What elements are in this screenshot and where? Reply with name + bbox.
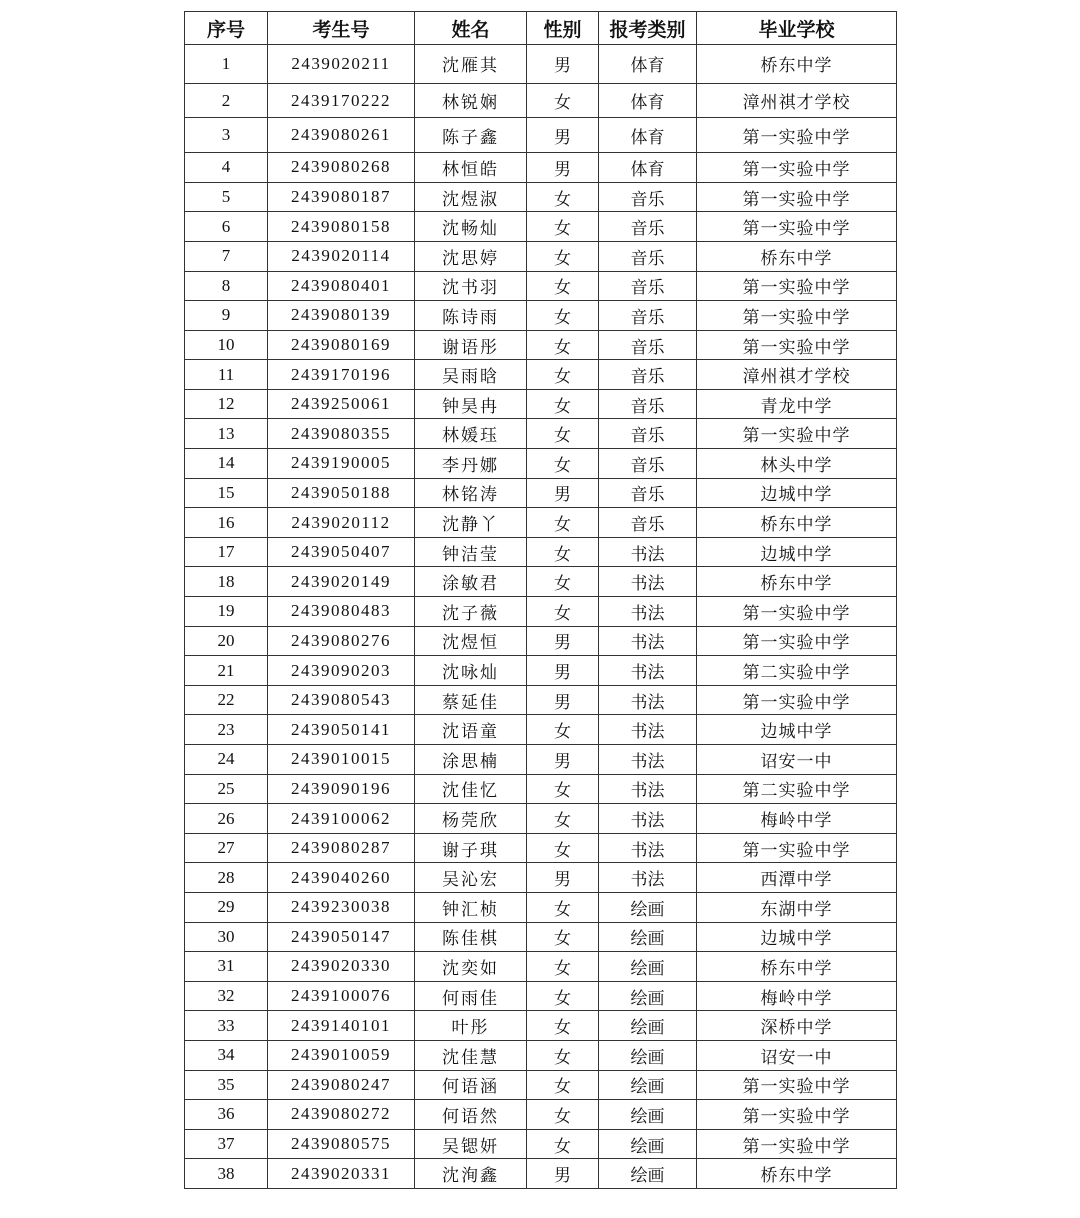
category-cell: 书法 bbox=[599, 567, 697, 597]
row-index-cell: 38 bbox=[185, 1159, 268, 1189]
school-cell: 第一实验中学 bbox=[697, 212, 897, 242]
candidate-number-cell: 2439250061 bbox=[268, 389, 415, 419]
gender-cell: 女 bbox=[527, 567, 599, 597]
school-cell: 第一实验中学 bbox=[697, 597, 897, 627]
gender-cell: 女 bbox=[527, 537, 599, 567]
candidate-name-cell: 何语涵 bbox=[415, 1070, 527, 1100]
table-row bbox=[185, 389, 897, 419]
table-row bbox=[185, 597, 897, 627]
school-cell: 桥东中学 bbox=[697, 241, 897, 271]
gender-cell: 女 bbox=[527, 271, 599, 301]
candidate-name-cell: 沈煜恒 bbox=[415, 626, 527, 656]
category-cell: 书法 bbox=[599, 833, 697, 863]
school-cell: 第一实验中学 bbox=[697, 153, 897, 183]
row-index-cell: 5 bbox=[185, 182, 268, 212]
gender-cell: 女 bbox=[527, 981, 599, 1011]
candidate-number-cell: 2439080247 bbox=[268, 1070, 415, 1100]
candidate-name-cell: 陈佳棋 bbox=[415, 922, 527, 952]
category-cell: 音乐 bbox=[599, 241, 697, 271]
row-index-cell: 10 bbox=[185, 330, 268, 360]
row-index-cell: 21 bbox=[185, 656, 268, 686]
candidate-number-cell: 2439050188 bbox=[268, 478, 415, 508]
table-row bbox=[185, 656, 897, 686]
category-cell: 绘画 bbox=[599, 1159, 697, 1189]
school-cell: 第二实验中学 bbox=[697, 774, 897, 804]
table-row bbox=[185, 863, 897, 893]
table-row bbox=[185, 952, 897, 982]
school-cell: 桥东中学 bbox=[697, 508, 897, 538]
gender-cell: 女 bbox=[527, 597, 599, 627]
candidate-number-cell: 2439080139 bbox=[268, 301, 415, 331]
gender-cell: 女 bbox=[527, 212, 599, 242]
category-cell: 音乐 bbox=[599, 301, 697, 331]
candidate-name-cell: 叶彤 bbox=[415, 1011, 527, 1041]
category-cell: 音乐 bbox=[599, 449, 697, 479]
gender-cell: 女 bbox=[527, 241, 599, 271]
school-cell: 第一实验中学 bbox=[697, 833, 897, 863]
category-cell: 绘画 bbox=[599, 1040, 697, 1070]
table-body bbox=[185, 45, 897, 1189]
candidate-name-cell: 吴沁宏 bbox=[415, 863, 527, 893]
row-index-cell: 14 bbox=[185, 449, 268, 479]
candidate-number-cell: 2439080169 bbox=[268, 330, 415, 360]
school-cell: 深桥中学 bbox=[697, 1011, 897, 1041]
category-cell: 书法 bbox=[599, 774, 697, 804]
school-cell: 林头中学 bbox=[697, 449, 897, 479]
candidate-name-cell: 涂思楠 bbox=[415, 745, 527, 775]
candidate-number-cell: 2439230038 bbox=[268, 892, 415, 922]
category-cell: 绘画 bbox=[599, 922, 697, 952]
category-cell: 绘画 bbox=[599, 1011, 697, 1041]
candidate-name-cell: 谢子琪 bbox=[415, 833, 527, 863]
row-index-cell: 7 bbox=[185, 241, 268, 271]
table-row bbox=[185, 241, 897, 271]
candidate-name-cell: 谢语彤 bbox=[415, 330, 527, 360]
gender-cell: 女 bbox=[527, 182, 599, 212]
candidate-number-cell: 2439020149 bbox=[268, 567, 415, 597]
row-index-cell: 6 bbox=[185, 212, 268, 242]
school-cell: 桥东中学 bbox=[697, 567, 897, 597]
candidate-number-cell: 2439020330 bbox=[268, 952, 415, 982]
row-index-cell: 17 bbox=[185, 537, 268, 567]
school-cell: 第一实验中学 bbox=[697, 1070, 897, 1100]
candidate-name-cell: 沈雁其 bbox=[415, 45, 527, 84]
gender-cell: 男 bbox=[527, 626, 599, 656]
table-row bbox=[185, 508, 897, 538]
row-index-cell: 9 bbox=[185, 301, 268, 331]
candidate-number-cell: 2439100076 bbox=[268, 981, 415, 1011]
school-cell: 漳州祺才学校 bbox=[697, 360, 897, 390]
table-row bbox=[185, 1159, 897, 1189]
header-index: 序号 bbox=[185, 12, 268, 45]
candidate-name-cell: 林恒皓 bbox=[415, 153, 527, 183]
roster-sheet bbox=[184, 11, 896, 1189]
candidate-name-cell: 沈咏灿 bbox=[415, 656, 527, 686]
gender-cell: 女 bbox=[527, 419, 599, 449]
gender-cell: 女 bbox=[527, 1040, 599, 1070]
candidate-number-cell: 2439090203 bbox=[268, 656, 415, 686]
school-cell: 第一实验中学 bbox=[697, 685, 897, 715]
candidate-name-cell: 吴锶妍 bbox=[415, 1129, 527, 1159]
candidate-name-cell: 钟昊冉 bbox=[415, 389, 527, 419]
table-row bbox=[185, 715, 897, 745]
category-cell: 音乐 bbox=[599, 508, 697, 538]
candidate-number-cell: 2439050141 bbox=[268, 715, 415, 745]
table-row bbox=[185, 301, 897, 331]
row-index-cell: 35 bbox=[185, 1070, 268, 1100]
candidate-number-cell: 2439140101 bbox=[268, 1011, 415, 1041]
candidate-name-cell: 李丹娜 bbox=[415, 449, 527, 479]
table-row bbox=[185, 182, 897, 212]
category-cell: 书法 bbox=[599, 597, 697, 627]
row-index-cell: 22 bbox=[185, 685, 268, 715]
category-cell: 音乐 bbox=[599, 419, 697, 449]
candidate-number-cell: 2439080276 bbox=[268, 626, 415, 656]
category-cell: 绘画 bbox=[599, 952, 697, 982]
gender-cell: 女 bbox=[527, 449, 599, 479]
gender-cell: 女 bbox=[527, 330, 599, 360]
candidate-name-cell: 钟汇桢 bbox=[415, 892, 527, 922]
category-cell: 音乐 bbox=[599, 212, 697, 242]
school-cell: 第二实验中学 bbox=[697, 656, 897, 686]
gender-cell: 男 bbox=[527, 153, 599, 183]
school-cell: 第一实验中学 bbox=[697, 419, 897, 449]
table-row bbox=[185, 360, 897, 390]
candidate-name-cell: 杨莞欣 bbox=[415, 804, 527, 834]
row-index-cell: 3 bbox=[185, 118, 268, 153]
row-index-cell: 33 bbox=[185, 1011, 268, 1041]
candidate-number-cell: 2439080158 bbox=[268, 212, 415, 242]
school-cell: 第一实验中学 bbox=[697, 1100, 897, 1130]
category-cell: 音乐 bbox=[599, 271, 697, 301]
gender-cell: 女 bbox=[527, 360, 599, 390]
candidate-name-cell: 沈洵鑫 bbox=[415, 1159, 527, 1189]
gender-cell: 男 bbox=[527, 863, 599, 893]
school-cell: 桥东中学 bbox=[697, 1159, 897, 1189]
candidate-number-cell: 2439080287 bbox=[268, 833, 415, 863]
row-index-cell: 37 bbox=[185, 1129, 268, 1159]
school-cell: 东湖中学 bbox=[697, 892, 897, 922]
row-index-cell: 28 bbox=[185, 863, 268, 893]
header-name: 姓名 bbox=[415, 12, 527, 45]
table-row bbox=[185, 774, 897, 804]
category-cell: 绘画 bbox=[599, 1070, 697, 1100]
row-index-cell: 19 bbox=[185, 597, 268, 627]
row-index-cell: 29 bbox=[185, 892, 268, 922]
row-index-cell: 25 bbox=[185, 774, 268, 804]
gender-cell: 女 bbox=[527, 952, 599, 982]
gender-cell: 女 bbox=[527, 1100, 599, 1130]
school-cell: 第一实验中学 bbox=[697, 1129, 897, 1159]
header-candidate-number: 考生号 bbox=[268, 12, 415, 45]
table-row bbox=[185, 981, 897, 1011]
school-cell: 诏安一中 bbox=[697, 745, 897, 775]
row-index-cell: 8 bbox=[185, 271, 268, 301]
school-cell: 桥东中学 bbox=[697, 45, 897, 84]
candidate-name-cell: 林锐娴 bbox=[415, 83, 527, 118]
candidate-number-cell: 2439080483 bbox=[268, 597, 415, 627]
gender-cell: 男 bbox=[527, 45, 599, 84]
row-index-cell: 27 bbox=[185, 833, 268, 863]
candidate-number-cell: 2439010015 bbox=[268, 745, 415, 775]
school-cell: 桥东中学 bbox=[697, 952, 897, 982]
row-index-cell: 16 bbox=[185, 508, 268, 538]
table-row bbox=[185, 83, 897, 118]
table-row bbox=[185, 45, 897, 84]
candidate-number-cell: 2439170222 bbox=[268, 83, 415, 118]
candidate-number-cell: 2439080543 bbox=[268, 685, 415, 715]
category-cell: 书法 bbox=[599, 537, 697, 567]
gender-cell: 女 bbox=[527, 774, 599, 804]
candidate-name-cell: 涂敏君 bbox=[415, 567, 527, 597]
candidate-name-cell: 沈思婷 bbox=[415, 241, 527, 271]
candidate-name-cell: 何雨佳 bbox=[415, 981, 527, 1011]
candidate-number-cell: 2439010059 bbox=[268, 1040, 415, 1070]
school-cell: 第一实验中学 bbox=[697, 118, 897, 153]
school-cell: 梅岭中学 bbox=[697, 981, 897, 1011]
table-row bbox=[185, 1129, 897, 1159]
candidate-table bbox=[184, 11, 897, 1189]
gender-cell: 男 bbox=[527, 685, 599, 715]
row-index-cell: 12 bbox=[185, 389, 268, 419]
gender-cell: 女 bbox=[527, 1070, 599, 1100]
category-cell: 书法 bbox=[599, 656, 697, 686]
category-cell: 绘画 bbox=[599, 981, 697, 1011]
candidate-name-cell: 沈书羽 bbox=[415, 271, 527, 301]
school-cell: 第一实验中学 bbox=[697, 182, 897, 212]
candidate-number-cell: 2439080187 bbox=[268, 182, 415, 212]
row-index-cell: 11 bbox=[185, 360, 268, 390]
row-index-cell: 18 bbox=[185, 567, 268, 597]
gender-cell: 男 bbox=[527, 478, 599, 508]
table-row bbox=[185, 330, 897, 360]
table-row bbox=[185, 1040, 897, 1070]
table-row bbox=[185, 478, 897, 508]
table-row bbox=[185, 685, 897, 715]
candidate-number-cell: 2439080401 bbox=[268, 271, 415, 301]
category-cell: 书法 bbox=[599, 715, 697, 745]
category-cell: 绘画 bbox=[599, 892, 697, 922]
candidate-name-cell: 蔡延佳 bbox=[415, 685, 527, 715]
row-index-cell: 2 bbox=[185, 83, 268, 118]
school-cell: 第一实验中学 bbox=[697, 330, 897, 360]
category-cell: 音乐 bbox=[599, 478, 697, 508]
candidate-number-cell: 2439190005 bbox=[268, 449, 415, 479]
gender-cell: 男 bbox=[527, 118, 599, 153]
gender-cell: 女 bbox=[527, 1011, 599, 1041]
header-gender: 性别 bbox=[527, 12, 599, 45]
row-index-cell: 34 bbox=[185, 1040, 268, 1070]
candidate-number-cell: 2439090196 bbox=[268, 774, 415, 804]
row-index-cell: 24 bbox=[185, 745, 268, 775]
table-row bbox=[185, 745, 897, 775]
table-row bbox=[185, 833, 897, 863]
gender-cell: 女 bbox=[527, 922, 599, 952]
gender-cell: 女 bbox=[527, 715, 599, 745]
candidate-number-cell: 2439080575 bbox=[268, 1129, 415, 1159]
candidate-name-cell: 林媛珏 bbox=[415, 419, 527, 449]
category-cell: 体育 bbox=[599, 83, 697, 118]
row-index-cell: 30 bbox=[185, 922, 268, 952]
candidate-number-cell: 2439040260 bbox=[268, 863, 415, 893]
table-row bbox=[185, 153, 897, 183]
gender-cell: 男 bbox=[527, 745, 599, 775]
category-cell: 音乐 bbox=[599, 330, 697, 360]
candidate-number-cell: 2439020112 bbox=[268, 508, 415, 538]
header-row bbox=[185, 12, 897, 45]
category-cell: 体育 bbox=[599, 45, 697, 84]
category-cell: 书法 bbox=[599, 863, 697, 893]
row-index-cell: 1 bbox=[185, 45, 268, 84]
row-index-cell: 31 bbox=[185, 952, 268, 982]
table-row bbox=[185, 419, 897, 449]
table-row bbox=[185, 1100, 897, 1130]
row-index-cell: 23 bbox=[185, 715, 268, 745]
category-cell: 音乐 bbox=[599, 360, 697, 390]
candidate-number-cell: 2439080272 bbox=[268, 1100, 415, 1130]
school-cell: 梅岭中学 bbox=[697, 804, 897, 834]
header-category: 报考类别 bbox=[599, 12, 697, 45]
candidate-number-cell: 2439100062 bbox=[268, 804, 415, 834]
candidate-name-cell: 陈子鑫 bbox=[415, 118, 527, 153]
candidate-number-cell: 2439020114 bbox=[268, 241, 415, 271]
row-index-cell: 13 bbox=[185, 419, 268, 449]
school-cell: 边城中学 bbox=[697, 715, 897, 745]
school-cell: 第一实验中学 bbox=[697, 626, 897, 656]
table-row bbox=[185, 271, 897, 301]
table-row bbox=[185, 212, 897, 242]
candidate-name-cell: 沈畅灿 bbox=[415, 212, 527, 242]
candidate-name-cell: 沈奕如 bbox=[415, 952, 527, 982]
table-row bbox=[185, 922, 897, 952]
row-index-cell: 36 bbox=[185, 1100, 268, 1130]
table-row bbox=[185, 567, 897, 597]
header-school: 毕业学校 bbox=[697, 12, 897, 45]
gender-cell: 女 bbox=[527, 833, 599, 863]
school-cell: 诏安一中 bbox=[697, 1040, 897, 1070]
candidate-name-cell: 沈静丫 bbox=[415, 508, 527, 538]
gender-cell: 女 bbox=[527, 508, 599, 538]
candidate-name-cell: 陈诗雨 bbox=[415, 301, 527, 331]
school-cell: 第一实验中学 bbox=[697, 271, 897, 301]
row-index-cell: 20 bbox=[185, 626, 268, 656]
gender-cell: 女 bbox=[527, 83, 599, 118]
candidate-name-cell: 钟洁莹 bbox=[415, 537, 527, 567]
candidate-number-cell: 2439080268 bbox=[268, 153, 415, 183]
candidate-number-cell: 2439080355 bbox=[268, 419, 415, 449]
table-row bbox=[185, 626, 897, 656]
school-cell: 青龙中学 bbox=[697, 389, 897, 419]
candidate-name-cell: 沈语童 bbox=[415, 715, 527, 745]
row-index-cell: 26 bbox=[185, 804, 268, 834]
school-cell: 漳州祺才学校 bbox=[697, 83, 897, 118]
candidate-name-cell: 沈子薇 bbox=[415, 597, 527, 627]
candidate-name-cell: 何语然 bbox=[415, 1100, 527, 1130]
category-cell: 绘画 bbox=[599, 1129, 697, 1159]
row-index-cell: 4 bbox=[185, 153, 268, 183]
table-row bbox=[185, 1070, 897, 1100]
category-cell: 音乐 bbox=[599, 389, 697, 419]
gender-cell: 男 bbox=[527, 1159, 599, 1189]
school-cell: 边城中学 bbox=[697, 922, 897, 952]
candidate-number-cell: 2439020331 bbox=[268, 1159, 415, 1189]
category-cell: 体育 bbox=[599, 153, 697, 183]
candidate-name-cell: 吴雨晗 bbox=[415, 360, 527, 390]
candidate-name-cell: 沈佳忆 bbox=[415, 774, 527, 804]
school-cell: 西潭中学 bbox=[697, 863, 897, 893]
gender-cell: 女 bbox=[527, 301, 599, 331]
gender-cell: 女 bbox=[527, 892, 599, 922]
category-cell: 书法 bbox=[599, 745, 697, 775]
category-cell: 音乐 bbox=[599, 182, 697, 212]
gender-cell: 女 bbox=[527, 1129, 599, 1159]
gender-cell: 女 bbox=[527, 804, 599, 834]
table-row bbox=[185, 537, 897, 567]
candidate-name-cell: 林铭涛 bbox=[415, 478, 527, 508]
table-row bbox=[185, 118, 897, 153]
table-row bbox=[185, 449, 897, 479]
candidate-number-cell: 2439080261 bbox=[268, 118, 415, 153]
table-row bbox=[185, 804, 897, 834]
table-row bbox=[185, 892, 897, 922]
row-index-cell: 32 bbox=[185, 981, 268, 1011]
category-cell: 体育 bbox=[599, 118, 697, 153]
school-cell: 边城中学 bbox=[697, 478, 897, 508]
category-cell: 书法 bbox=[599, 804, 697, 834]
gender-cell: 女 bbox=[527, 389, 599, 419]
school-cell: 第一实验中学 bbox=[697, 301, 897, 331]
category-cell: 书法 bbox=[599, 685, 697, 715]
gender-cell: 男 bbox=[527, 656, 599, 686]
candidate-number-cell: 2439050147 bbox=[268, 922, 415, 952]
row-index-cell: 15 bbox=[185, 478, 268, 508]
candidate-name-cell: 沈佳慧 bbox=[415, 1040, 527, 1070]
table-row bbox=[185, 1011, 897, 1041]
candidate-number-cell: 2439050407 bbox=[268, 537, 415, 567]
candidate-name-cell: 沈煜淑 bbox=[415, 182, 527, 212]
candidate-number-cell: 2439020211 bbox=[268, 45, 415, 84]
candidate-number-cell: 2439170196 bbox=[268, 360, 415, 390]
category-cell: 绘画 bbox=[599, 1100, 697, 1130]
school-cell: 边城中学 bbox=[697, 537, 897, 567]
category-cell: 书法 bbox=[599, 626, 697, 656]
